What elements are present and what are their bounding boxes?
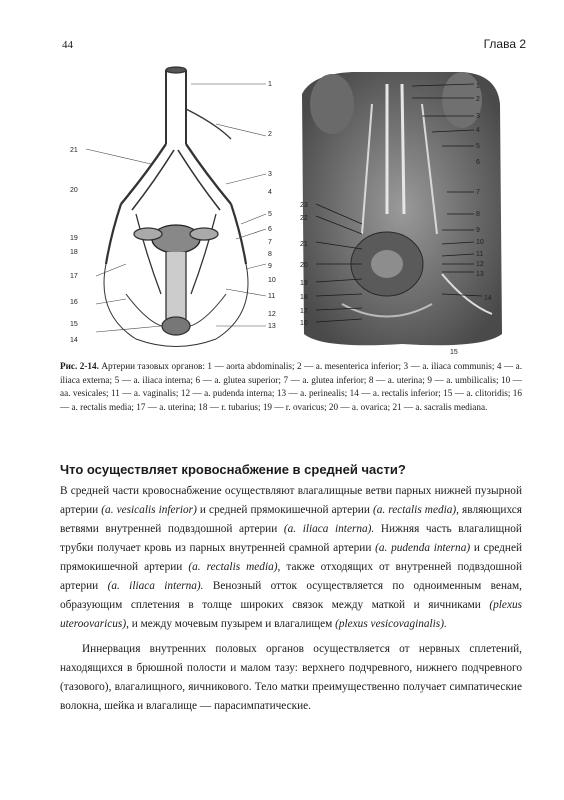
fig-label: 21 [300,241,308,248]
latin-term: (a. vesicalis inferior) [101,504,197,516]
fig-label: 3 [476,113,480,120]
fig-label: 11 [476,251,484,258]
fig-label: 6 [268,226,272,233]
fig-label: 7 [268,239,272,246]
caption-text: Артерии тазовых органов: 1 — aorta abdominalis; 2 — a. mesenterica inferior; 3 — a. iliaca communis; 4 — a. iliaca externa; 5 — a. iliaca interna; 6 — a. glutea superior; 7 — a. glutea inferior; 8 — a. uterina; 9 — a. umbilicalis; 10 — aa. vesicales; 11 — a. vaginalis; 12 — a. pudenda interna; 13 — a. perinealis; 14 — a. rectalis inferior; 15 — a. clitoridis; 16 — a. rectalis media; 17 — a. uterina; 18 — r. tubarius; 19 — r. ovaricus; 20 — a. ovarica; 21 — a. sacralis mediana. [60,361,523,412]
fig-label: 3 [268,171,272,178]
fig-label: 9 [476,227,480,234]
fig-label: 9 [268,263,272,270]
fig-label: 1 [476,83,480,90]
artery-diagram-left [66,64,288,356]
fig-label: 17 [300,308,308,315]
page-number: 44 [62,39,73,51]
text-run: Венозный отток осуществляется по одноименным венам, образующим сплетения в толще широких связок между маткой и яичниками [60,580,522,611]
fig-label: 14 [70,337,78,344]
fig-label: 7 [476,189,480,196]
fig-label: 20 [300,262,308,269]
fig-label: 12 [476,261,484,268]
fig-label: 2 [268,131,272,138]
fig-label: 22 [300,215,308,222]
chapter-title: Глава 2 [483,37,526,51]
text-run: и средней прямокишечной артерии [60,542,523,573]
fig-label: 6 [476,159,480,166]
fig-label: 19 [70,235,78,242]
latin-term: (plexus vesicovaginalis). [335,618,447,630]
text-run: и средней прямокишечной артерии [196,504,373,516]
paragraph-innervation: Иннервация внутренних половых органов осуществляется от нервных сплетений, находящихся в брюшной полости и малом тазу: верхнего подчревного, нижнего подчревного (тазового), влагалищного, яичникового. Тело матки преимущественно получает симпатические волокна, шейка и влагалище — парасимпатические. [60,643,522,712]
fig-label: 5 [476,143,480,150]
fig-label: 11 [268,293,276,300]
fig-label: 10 [476,239,484,246]
fig-label: 16 [300,320,308,327]
paragraph-blood-supply [60,482,522,634]
latin-term: (a. pudenda interna) [375,542,471,554]
fig-label: 13 [476,271,484,278]
fig-label: 12 [268,311,276,318]
text-run: также отходящих от внутренней подвздошной артерии [60,561,522,592]
fig-label: 20 [70,187,78,194]
fig-label: 14 [484,295,492,302]
fig-label: 23 [300,202,308,209]
text-run: В средней части кровоснабжение осуществляют влагалищные ветви парных нижней пузырной артерии [60,485,522,516]
latin-term: (plexus uteroovaricus), [60,599,522,630]
fig-label: 15 [70,321,78,328]
latin-term: (a. iliaca interna). [283,523,375,535]
latin-term: (a. rectalis media), [188,561,281,573]
fig-label: 1 [268,81,272,88]
latin-term: (a. iliaca interna). [107,580,204,592]
dissection-photo-right [292,64,516,360]
fig-label: 15 [450,349,458,356]
fig-label: 10 [268,277,276,284]
fig-label: 18 [300,294,308,301]
fig-label: 4 [268,189,272,196]
figure-caption [60,360,522,414]
fig-label: 19 [300,280,308,287]
text-run: являющихся ветвями внутренней подвздошной артерии [60,504,522,535]
fig-label: 8 [476,211,480,218]
latin-term: (a. rectalis media), [372,504,459,516]
fig-label: 13 [268,323,276,330]
fig-label: 21 [70,147,78,154]
fig-label: 17 [70,273,78,280]
caption-lead: Рис. 2-14. [60,361,99,371]
section-heading: Что осуществляет кровоснабжение в средней части? [60,462,406,477]
fig-label: 5 [268,211,272,218]
artery-drawing [104,67,248,347]
fig-label: 2 [476,96,480,103]
fig-label: 18 [70,249,78,256]
fig-label: 8 [268,251,272,258]
fig-label: 16 [70,299,78,306]
photo-background [302,72,502,345]
text-run: Нижняя часть влагалищной трубки получает кровь из парных внутренней срамной артерии [60,523,522,554]
text-run: и между мочевым пузырем и влагалищем [128,618,336,630]
fig-label: 4 [476,127,480,134]
